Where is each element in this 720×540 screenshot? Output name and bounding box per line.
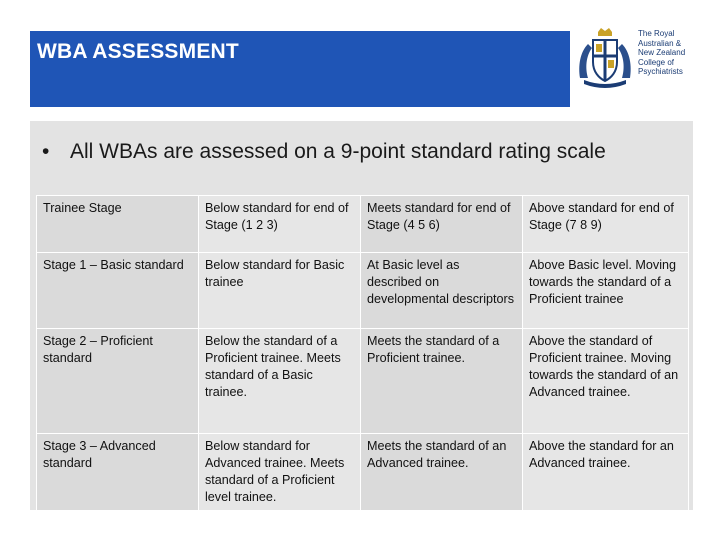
table-cell: Meets the standard of an Advanced trainee. xyxy=(361,434,523,511)
table-cell: Above Basic level. Moving towards the standard of a Proficient trainee xyxy=(523,253,689,329)
intro-bullet xyxy=(42,139,682,164)
table-cell: Below standard for Basic trainee xyxy=(199,253,361,329)
header-bar xyxy=(30,31,570,107)
table-cell: Meets the standard of a Proficient trainee. xyxy=(361,329,523,434)
table-cell: Above the standard for an Advanced trainee. xyxy=(523,434,689,511)
college-name: The Royal Australian & New Zealand College of Psychiatrists xyxy=(638,29,686,77)
page-title: WBA ASSESSMENT xyxy=(37,40,239,63)
table-cell: Above the standard of Proficient trainee. Moving towards the standard of an Advanced trainee. xyxy=(523,329,689,434)
table-cell: Stage 3 – Advanced standard xyxy=(37,434,199,511)
rating-table xyxy=(36,195,689,511)
table-row xyxy=(37,329,689,434)
header-cell: Meets standard for end of Stage (4 5 6) xyxy=(361,196,523,253)
table-header-row xyxy=(37,196,689,253)
table-cell: Stage 2 – Proficient standard xyxy=(37,329,199,434)
header-cell: Trainee Stage xyxy=(37,196,199,253)
header-cell: Above standard for end of Stage (7 8 9) xyxy=(523,196,689,253)
intro-text: All WBAs are assessed on a 9-point standard rating scale xyxy=(70,140,606,163)
college-logo xyxy=(576,26,686,92)
table-row xyxy=(37,434,689,511)
table-cell: Below the standard of a Proficient trainee. Meets standard of a Basic trainee. xyxy=(199,329,361,434)
table-cell: At Basic level as described on developmental descriptors xyxy=(361,253,523,329)
bullet-marker: • xyxy=(42,140,50,163)
table-row xyxy=(37,253,689,329)
table-cell: Stage 1 – Basic standard xyxy=(37,253,199,329)
header-cell: Below standard for end of Stage (1 2 3) xyxy=(199,196,361,253)
college-crest-icon xyxy=(576,26,634,88)
table-cell: Below standard for Advanced trainee. Meets standard of a Proficient level trainee. xyxy=(199,434,361,511)
